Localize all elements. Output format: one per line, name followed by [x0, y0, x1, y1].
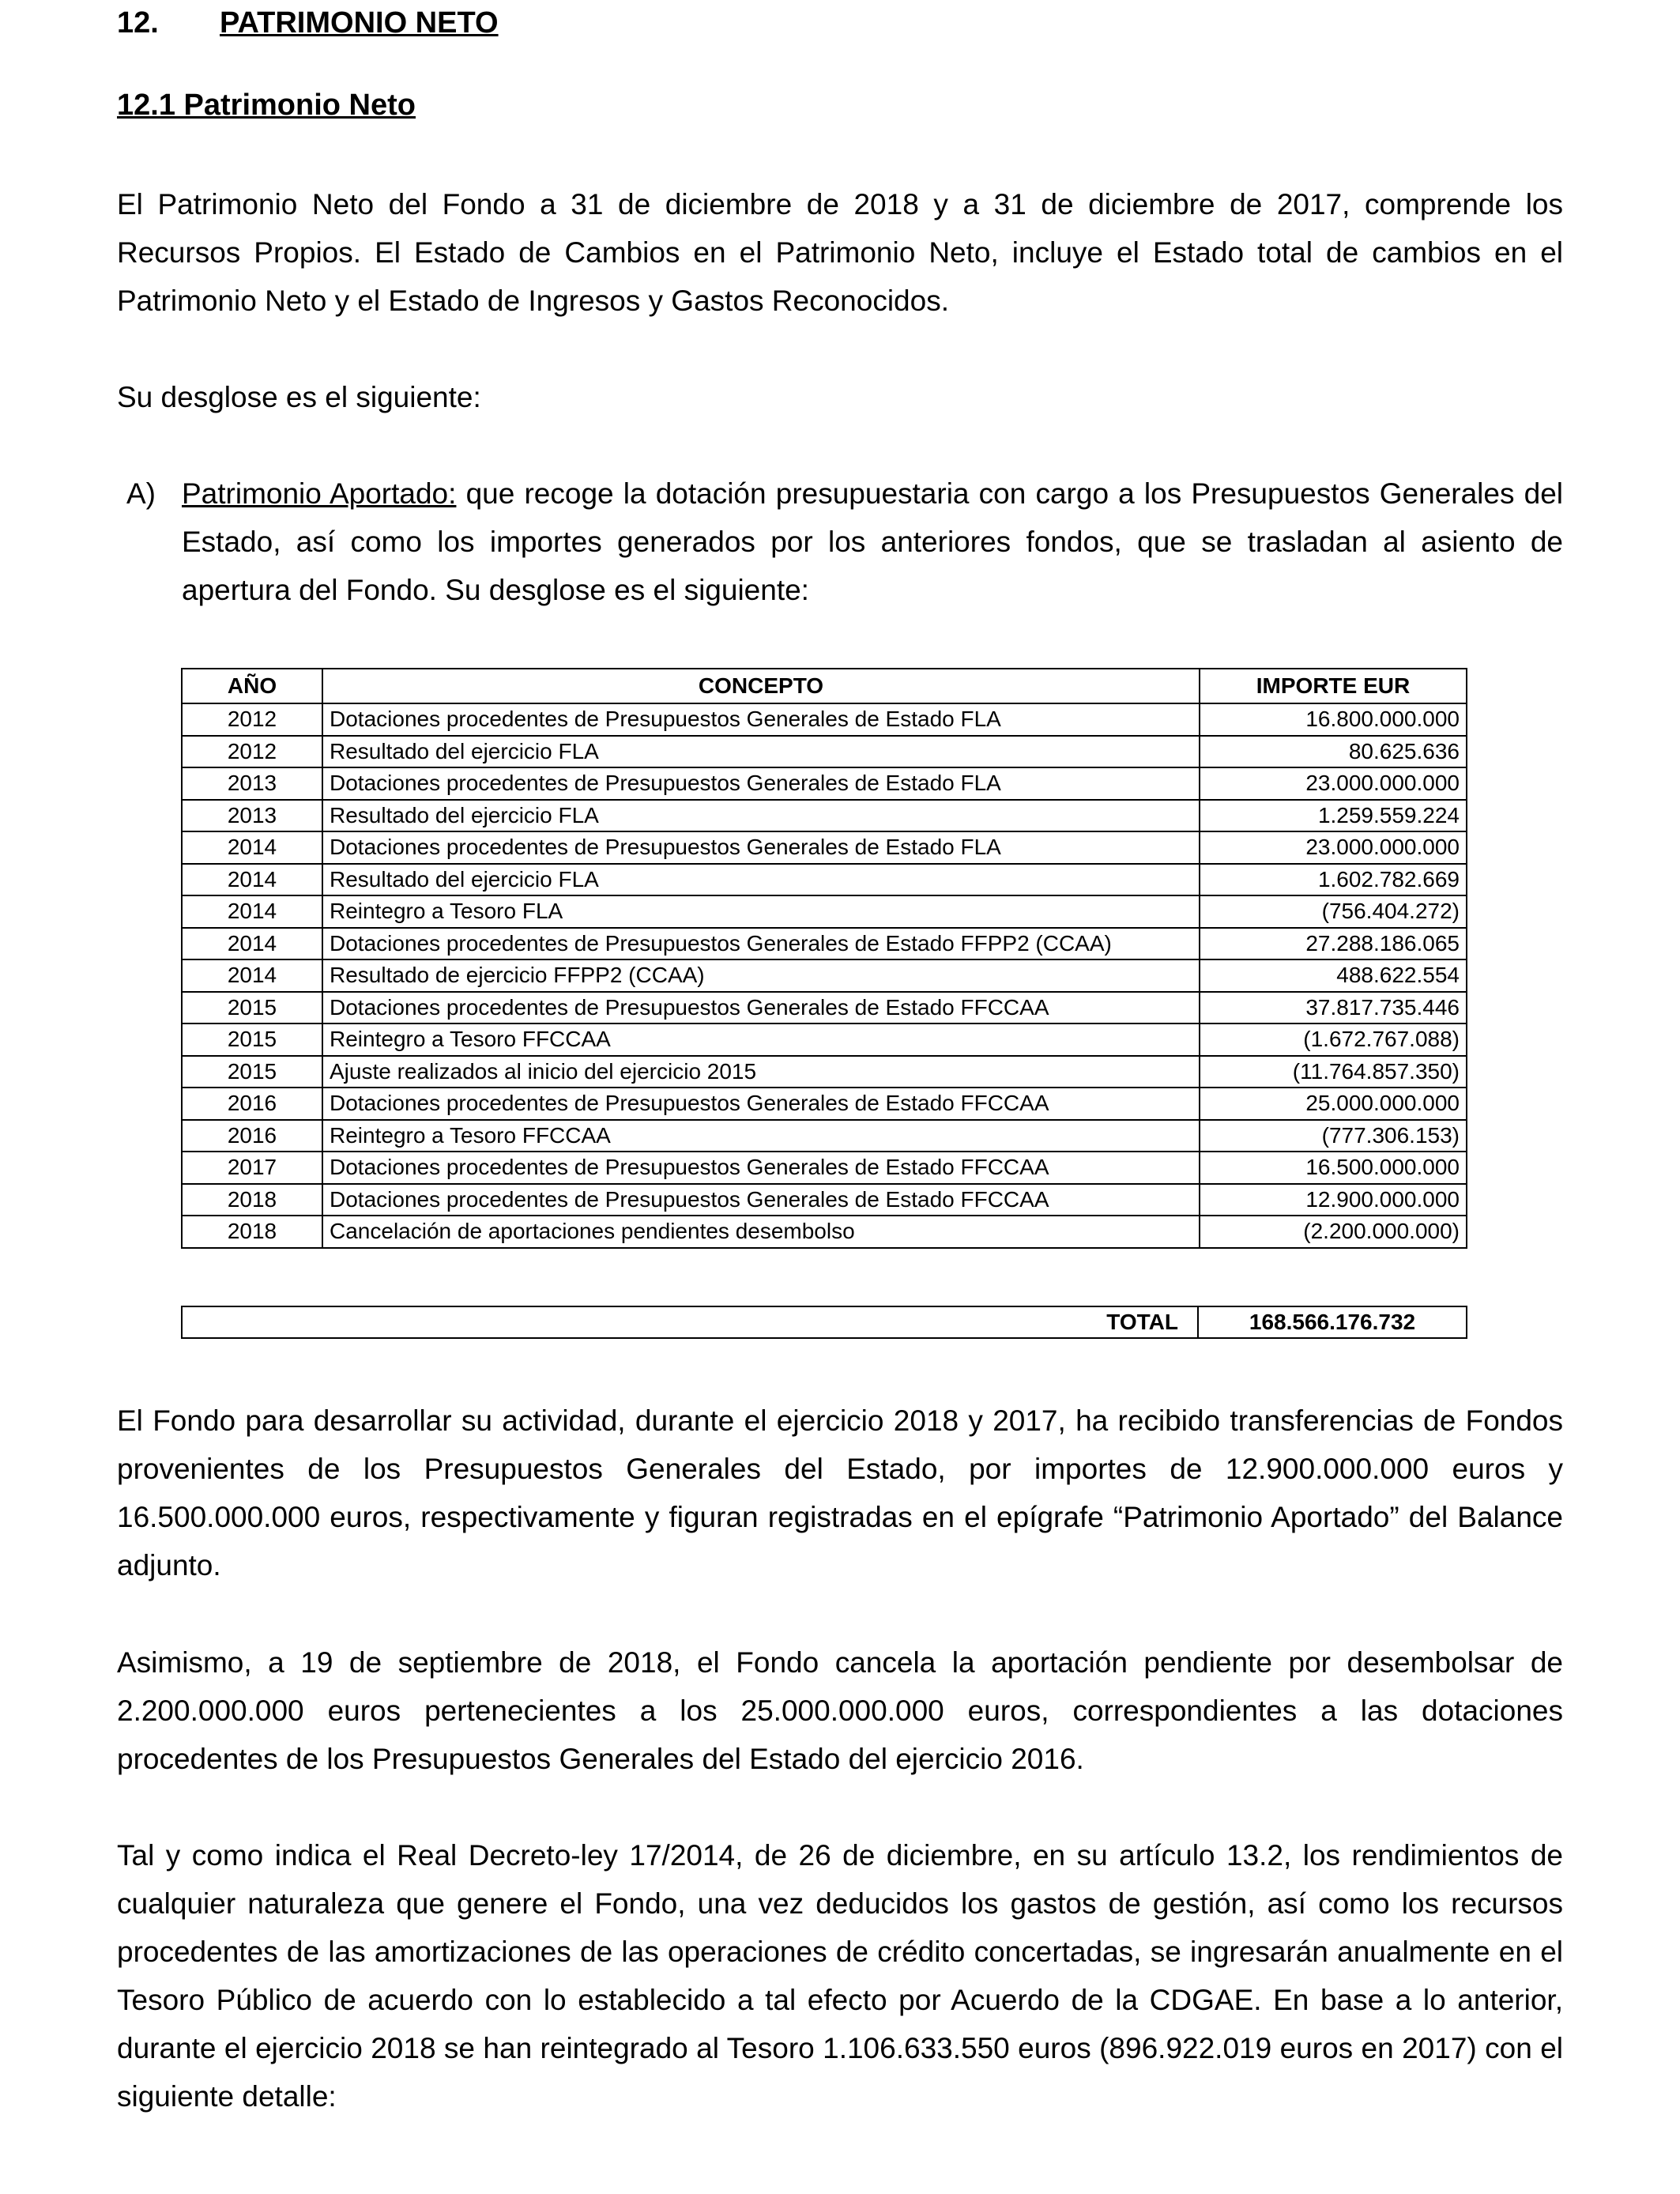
amount-cell: 23.000.000.000: [1200, 831, 1467, 864]
table-row: [182, 1216, 1467, 1248]
asimismo-paragraph: Asimismo, a 19 de septiembre de 2018, el Fondo cancela la aportación pendiente por desembolsar de 2.200.000.000 euros pertenecientes a los 25.000.000.000 euros, correspondientes a las dotaciones procedentes de los Presupuestos Generales del Estado del ejercicio 2016.: [117, 1646, 1563, 1775]
amount-cell: 25.000.000.000: [1200, 1088, 1467, 1120]
concept-cell: Resultado del ejercicio FLA: [322, 864, 1200, 896]
concept-cell: Ajuste realizados al inicio del ejercicio 2015: [322, 1056, 1200, 1088]
concept-cell: Dotaciones procedentes de Presupuestos Generales de Estado FFPP2 (CCAA): [322, 928, 1200, 960]
table-row: [182, 992, 1467, 1024]
year-cell: 2013: [182, 800, 322, 832]
header-concept: CONCEPTO: [322, 669, 1200, 703]
concept-cell: Cancelación de aportaciones pendientes desembolso: [322, 1216, 1200, 1248]
concept-cell: Reintegro a Tesoro FLA: [322, 895, 1200, 928]
fondo-paragraph: El Fondo para desarrollar su actividad, durante el ejercicio 2018 y 2017, ha recibido transferencias de Fondos provenientes de los Presupuestos Generales del Estado, por importes de 12.900.000.000 euros y 16.500.000.000 euros, respectivamente y figuran registradas en el epígrafe “Patrimonio Aportado” del Balance adjunto.: [117, 1404, 1563, 1581]
amount-cell: 488.622.554: [1200, 959, 1467, 992]
table-header-row: [182, 669, 1467, 703]
concept-cell: Dotaciones procedentes de Presupuestos Generales de Estado FFCCAA: [322, 992, 1200, 1024]
year-cell: 2016: [182, 1120, 322, 1152]
concept-cell: Reintegro a Tesoro FFCCAA: [322, 1023, 1200, 1056]
table-row: [182, 928, 1467, 960]
real-decreto-paragraph: Tal y como indica el Real Decreto-ley 17/2014, de 26 de diciembre, en su artículo 13.2, los rendimientos de cualquier naturaleza que genere el Fondo, una vez deducidos los gastos de gestión, así como los recursos procedentes de las amortizaciones de las operaciones de crédito concertadas, se ingresarán anualmente en el Tesoro Público de acuerdo con lo establecido a tal efecto por Acuerdo de la CDGAE. En base a lo anterior, durante el ejercicio 2018 se han reintegrado al Tesoro 1.106.633.550 euros (896.922.019 euros en 2017) con el siguiente detalle:: [117, 1839, 1563, 2113]
table-row: [182, 1088, 1467, 1120]
concept-cell: Dotaciones procedentes de Presupuestos Generales de Estado FFCCAA: [322, 1152, 1200, 1184]
year-cell: 2017: [182, 1152, 322, 1184]
list-item-a: [126, 469, 1563, 614]
year-cell: 2014: [182, 895, 322, 928]
total-label: TOTAL: [182, 1306, 1198, 1338]
concept-cell: Dotaciones procedentes de Presupuestos Generales de Estado FLA: [322, 831, 1200, 864]
amount-cell: 80.625.636: [1200, 736, 1467, 768]
table-row: [182, 703, 1467, 736]
section-number: 12.: [117, 6, 159, 40]
total-value: 168.566.176.732: [1198, 1306, 1467, 1338]
concept-cell: Resultado de ejercicio FFPP2 (CCAA): [322, 959, 1200, 992]
table-row: [182, 895, 1467, 928]
total-row: [182, 1306, 1467, 1338]
year-cell: 2014: [182, 959, 322, 992]
year-cell: 2012: [182, 736, 322, 768]
amount-cell: 12.900.000.000: [1200, 1184, 1467, 1216]
amount-cell: 1.602.782.669: [1200, 864, 1467, 896]
table-row: [182, 1184, 1467, 1216]
table-row: [182, 864, 1467, 896]
concept-cell: Dotaciones procedentes de Presupuestos Generales de Estado FLA: [322, 703, 1200, 736]
section-heading: [117, 6, 499, 40]
list-item-body: [182, 469, 1563, 614]
year-cell: 2012: [182, 703, 322, 736]
table-row: [182, 767, 1467, 800]
amount-cell: 1.259.559.224: [1200, 800, 1467, 832]
amount-cell: 23.000.000.000: [1200, 767, 1467, 800]
concept-cell: Dotaciones procedentes de Presupuestos Generales de Estado FFCCAA: [322, 1184, 1200, 1216]
total-table: [181, 1306, 1467, 1339]
amount-cell: (11.764.857.350): [1200, 1056, 1467, 1088]
patrimonio-aportado-table: [181, 668, 1467, 1249]
year-cell: 2016: [182, 1088, 322, 1120]
amount-cell: (2.200.000.000): [1200, 1216, 1467, 1248]
table-row: [182, 736, 1467, 768]
table-row: [182, 1152, 1467, 1184]
amount-cell: 27.288.186.065: [1200, 928, 1467, 960]
intro-paragraph: El Patrimonio Neto del Fondo a 31 de diciembre de 2018 y a 31 de diciembre de 2017, comprende los Recursos Propios. El Estado de Cambios en el Patrimonio Neto, incluye el Estado total de cambios en el Patrimonio Neto y el Estado de Ingresos y Gastos Reconocidos.: [117, 188, 1563, 317]
year-cell: 2015: [182, 1056, 322, 1088]
table-row: [182, 831, 1467, 864]
year-cell: 2015: [182, 1023, 322, 1056]
section-title: PATRIMONIO NETO: [220, 6, 499, 40]
list-marker: A): [126, 477, 156, 510]
concept-cell: Dotaciones procedentes de Presupuestos Generales de Estado FFCCAA: [322, 1088, 1200, 1120]
table-row: [182, 1120, 1467, 1152]
list-item-text: que recoge la dotación presupuestaria con cargo a los Presupuestos Generales del Estado, así como los importes generados por los anteriores fondos, que se trasladan al asiento de apertura del Fondo. Su desglose es el siguiente:: [182, 477, 1563, 606]
subsection-title: 12.1 Patrimonio Neto: [117, 89, 416, 122]
amount-cell: 16.800.000.000: [1200, 703, 1467, 736]
desglose-paragraph: Su desglose es el siguiente:: [117, 381, 481, 413]
year-cell: 2018: [182, 1184, 322, 1216]
year-cell: 2014: [182, 928, 322, 960]
table-body: [182, 703, 1467, 1248]
year-cell: 2018: [182, 1216, 322, 1248]
amount-cell: (777.306.153): [1200, 1120, 1467, 1152]
year-cell: 2014: [182, 831, 322, 864]
concept-cell: Resultado del ejercicio FLA: [322, 800, 1200, 832]
table-row: [182, 959, 1467, 992]
amount-cell: 37.817.735.446: [1200, 992, 1467, 1024]
table-row: [182, 800, 1467, 832]
year-cell: 2014: [182, 864, 322, 896]
amount-cell: (756.404.272): [1200, 895, 1467, 928]
table-row: [182, 1056, 1467, 1088]
list-item-lead: Patrimonio Aportado:: [182, 477, 457, 510]
concept-cell: Reintegro a Tesoro FFCCAA: [322, 1120, 1200, 1152]
year-cell: 2015: [182, 992, 322, 1024]
header-year: AÑO: [182, 669, 322, 703]
concept-cell: Resultado del ejercicio FLA: [322, 736, 1200, 768]
table-row: [182, 1023, 1467, 1056]
amount-cell: (1.672.767.088): [1200, 1023, 1467, 1056]
header-amount: IMPORTE EUR: [1200, 669, 1467, 703]
concept-cell: Dotaciones procedentes de Presupuestos Generales de Estado FLA: [322, 767, 1200, 800]
year-cell: 2013: [182, 767, 322, 800]
amount-cell: 16.500.000.000: [1200, 1152, 1467, 1184]
